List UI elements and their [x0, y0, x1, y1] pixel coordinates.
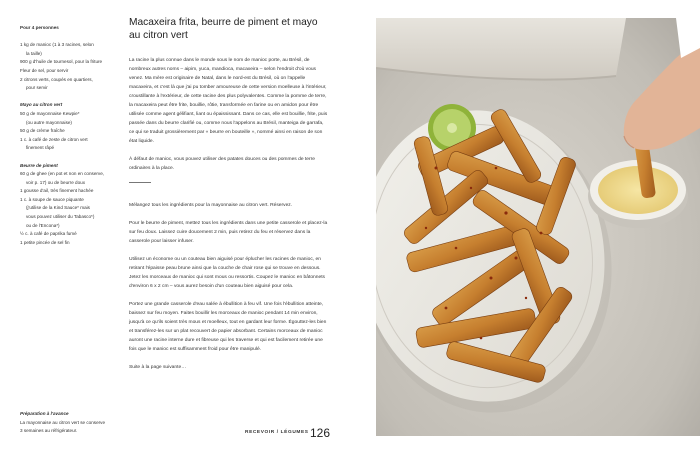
- intro-paragraph: La racine la plus connue dans le monde sous le nom de manioc porte, au Brésil, de nombreux autres noms – aipim, yuca, mandioca, macaxeira – selon l'endroit d'où vous venez. Ma mère est originaire de Natal, dans le nord-est du Brésil, où on l'appelle macaxeira, et c'est là que j'ai pu tomber amoureuse de cette version moelleuse à l'intérieur, croustillante à l'extérieur, de cette racine des plus polyvalentes. Comme la pomme de terre, la macaxeira peut être frite, bouillie, rôtie, transformée en farine ou en amidon pour être utilisée comme agent gélifiant, liant ou épaississant. Dans ce cas, elle est bouillie, frite, puis passée dans du beurre clarifié ou, comme nous l'appelons au Brésil, manteiga de garrafa, ce qui se traduit grossièrement par « beurre en bouteille », nommé ainsi en raison de son état liquide.: [129, 58, 328, 144]
- prep-ahead-line: La mayonnaise au citron vert se conserve: [20, 419, 106, 425]
- section-label: RECEVOIR / LÉGUMES: [245, 430, 309, 435]
- butter-heading: Beurre de piment: [20, 162, 58, 168]
- prep-ahead-line: 3 semaines au réfrigérateur.: [20, 428, 78, 434]
- prep-ahead-note: [20, 410, 120, 436]
- ingredients-sidebar: [20, 24, 116, 247]
- ingredient-line: 1 petite pincée de sel fin: [20, 239, 70, 245]
- ingredient-line: (j'utilise de la Kind Sauce* mais: [26, 205, 90, 211]
- method-step: Pour le beurre de piment, mettez tous les ingrédients dans une petite casserole et placez-la sur feu doux. Laissez cuire doucement 2 min, puis retirez du feu et réservez dans la casserole pour laisser infuser.: [129, 221, 328, 244]
- ingredient-line: 900 g d'huile de tournesol, pour la friture: [20, 59, 103, 65]
- page-footer: [245, 427, 330, 439]
- ingredient-line: (ou autre mayonnaise): [26, 119, 72, 125]
- ingredient-line: 1 gousse d'ail, très finement hachée: [20, 188, 94, 194]
- ingredient-line: voir p. 17) ou de beurre doux: [26, 179, 85, 185]
- mayo-heading: Mayo au citron vert: [20, 102, 63, 108]
- prep-ahead-heading: Préparation à l'avance: [20, 411, 69, 416]
- ingredient-line: finement râpé: [26, 145, 55, 151]
- ingredient-line: vous pouvez utiliser du Tabasco*): [26, 214, 95, 220]
- method-step: Mélangez tous les ingrédients pour la mayonnaise au citron vert. Réservez.: [129, 203, 293, 208]
- method-step: Portez une grande casserole d'eau salée à ébullition à feu vif. Une fois l'ébullition atteinte, baissez sur feu moyen. Faites bouillir les morceaux de manioc pendant 14 min environ, jusqu'à ce qu'ils soient très mous et moelleux, tout en gardant leur forme. Égouttez-les bien et transférez-les sur un plat recouvert de papier absorbant. Certains morceaux de manioc auront une racine interne dure et fibreuse qui les traverse et qui est facilement retirée une fois que le manioc est suffisamment froid pour être manipulé.: [129, 302, 327, 352]
- ingredient-line: ½ c. à café de paprika fumé: [20, 231, 77, 237]
- continued-note: Suite à la page suivante…: [129, 365, 187, 370]
- ingredient-line: pour servir: [26, 85, 48, 91]
- ingredient-line: 1 c. à soupe de sauce piquante: [20, 196, 84, 202]
- ingredient-line: 60 g de ghee (en pot et non en conserve,: [20, 171, 105, 177]
- ingredient-line: Fleur de sel, pour servir: [20, 67, 69, 73]
- substitution-note: À défaut de manioc, vous pouvez utiliser des patates douces ou des pommes de terre ordinaires à la place.: [129, 157, 315, 171]
- method-step: Utilisez un économe ou un couteau bien aiguisé pour éplucher les racines de manioc, en retirant l'épaisse peau brune ainsi que la couche de chair rose qui se trouve en dessous. Jetez les morceaux de manioc qui sont mous ou ressortis. Coupez le manioc en bâtonnets d'environ 6 x 2 cm – vous aurez besoin d'un couteau bien aiguisé pour cela.: [129, 257, 326, 289]
- page-number: 126: [309, 426, 330, 440]
- ingredient-line: 2 citrons verts, coupés en quartiers,: [20, 76, 93, 82]
- recipe-body: [129, 16, 329, 381]
- ingredient-line: la taille): [26, 50, 42, 56]
- ingredient-line: 50 g de mayonnaise Kewpie*: [20, 110, 80, 116]
- ingredient-line: 50 g de crème fraîche: [20, 128, 65, 134]
- ingredient-line: 1 kg de manioc (1 à 3 racines, selon: [20, 42, 94, 48]
- food-photo: [376, 18, 700, 436]
- fries-plate-illustration: [376, 18, 700, 436]
- recipe-title: Macaxeira frita, beurre de piment et mayo au citron vert: [129, 17, 318, 41]
- ingredient-line: ou de l'Encona*): [26, 222, 60, 228]
- servings-heading: Pour 4 personnes: [20, 25, 59, 30]
- ingredient-line: 1 c. à café de zeste de citron vert: [20, 136, 88, 142]
- section-divider: [129, 182, 151, 183]
